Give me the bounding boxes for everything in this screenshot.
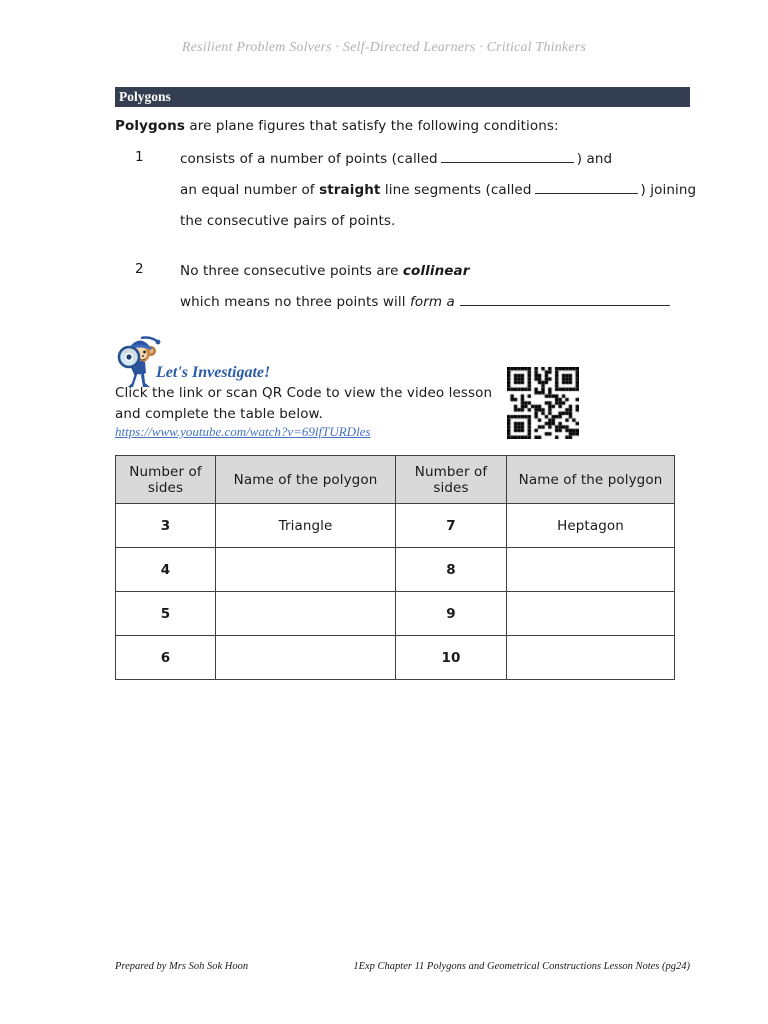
polygon-name-cell[interactable] [216,636,396,680]
condition-2-number: 2 [135,261,144,277]
polygon-name-cell[interactable] [507,592,675,636]
section-title: Polygons [119,89,171,104]
qr-code [507,367,579,439]
polygon-names-table [115,455,675,680]
sides-value: 4 [116,548,216,592]
sides-value: 7 [396,504,507,548]
school-motto: Resilient Problem Solvers · Self-Directed Learners · Critical Thinkers [181,40,587,55]
polygon-name-cell[interactable]: Heptagon [507,504,675,548]
col-header-sides-right: Number of sides [396,456,507,504]
polygon-name-cell[interactable] [216,548,396,592]
polygon-name-cell[interactable] [216,592,396,636]
investigate-heading: Let's Investigate! [156,364,271,381]
table-row [116,504,675,548]
polygon-name-cell[interactable] [507,636,675,680]
section-title-bar [115,87,690,107]
blank-line[interactable] [441,149,574,163]
sides-value: 8 [396,548,507,592]
sides-value: 5 [116,592,216,636]
condition-2-line-1: No three consecutive points are collinear [180,263,470,279]
table-header-row [116,456,675,504]
sides-value: 3 [116,504,216,548]
condition-2-text [180,256,673,318]
emphasis-straight: straight [319,182,381,198]
instruction-line-1: Click the link or scan QR Code to view the video lesson [115,385,493,401]
polygon-name-cell[interactable] [507,548,675,592]
condition-2-line-2: which means no three points will form a [180,287,673,318]
table-row [116,548,675,592]
table-row [116,592,675,636]
condition-1-line-3: the consecutive pairs of points. [180,213,396,229]
blank-line[interactable] [535,180,638,194]
instruction-line-2: and complete the table below. [115,406,323,422]
condition-1-number: 1 [135,149,144,165]
youtube-video-link[interactable]: https://www.youtube.com/watch?v=69lfTURDles [115,424,371,439]
intro-keyword: Polygons [115,118,185,134]
condition-1-text [180,144,696,237]
emphasis-form-a: form a [409,294,455,310]
polygon-name-cell[interactable]: Triangle [216,504,396,548]
condition-1-line-1: consists of a number of points (called ) and [180,151,613,167]
footer-author: Prepared by Mrs Soh Sok Hoon [115,961,249,972]
sides-value: 10 [396,636,507,680]
col-header-sides-left: Number of sides [116,456,216,504]
condition-1-line-2: an equal number of straight line segments (called ) joining [180,182,697,198]
col-header-name-right: Name of the polygon [507,456,675,504]
sides-value: 6 [116,636,216,680]
col-header-name-left: Name of the polygon [216,456,396,504]
page-footer [115,961,690,972]
footer-document-title: 1Exp Chapter 11 Polygons and Geometrical Constructions Lesson Notes (pg24) [353,961,690,972]
emphasis-collinear: collinear [402,263,470,279]
blank-line[interactable] [460,292,670,306]
intro-sentence: Polygons are plane figures that satisfy the following conditions: [115,118,559,134]
table-row [116,636,675,680]
sides-value: 9 [396,592,507,636]
